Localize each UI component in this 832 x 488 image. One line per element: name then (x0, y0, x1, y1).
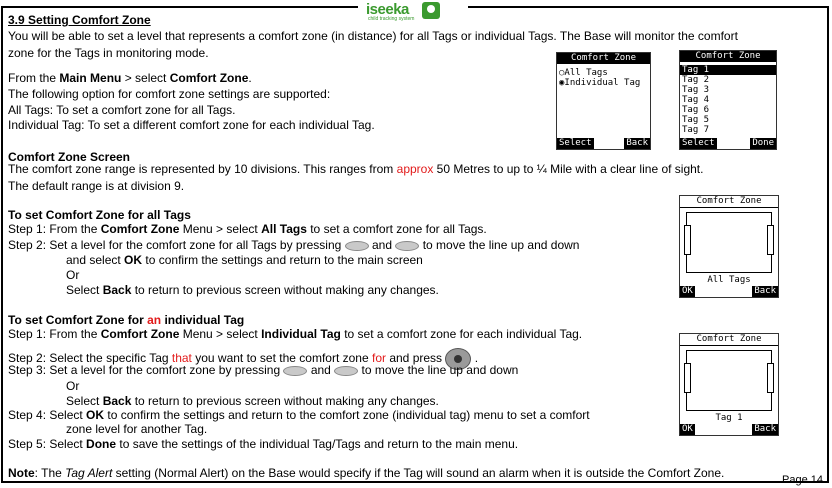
list-item: Tag 4 (682, 95, 710, 105)
brand-logo (358, 0, 468, 24)
down-key-icon (334, 366, 358, 376)
ind-step-3-or: Or (66, 379, 80, 393)
all-tags-line: All Tags: To set a comfort zone for all Tags. (8, 103, 236, 117)
all-step-2-confirm: and select OK to confirm the settings and return to the main screen (66, 253, 423, 267)
list-item: Tag 6 (682, 105, 710, 115)
note-line: Note: The Tag Alert setting (Normal Alert) on the Base would specify if the Tag will sound an alarm when it is outside the Comfort Zone. (8, 466, 725, 480)
screen-title: Comfort Zone (680, 196, 778, 208)
intro-line-1: You will be able to set a level that represents a comfort zone (in distance) for all Tags or individual Tags. The Base will monitor the comfort (8, 29, 738, 43)
from-main-menu-line: From the Main Menu > select Comfort Zone. (8, 71, 252, 85)
list-item: Tag 5 (682, 115, 710, 125)
all-tags-heading: To set Comfort Zone for all Tags (8, 208, 191, 222)
tag-list-screen (679, 50, 777, 150)
screen-title: Comfort Zone (680, 334, 778, 346)
screen-title: Comfort Zone (557, 53, 650, 64)
zone-level-box (686, 350, 772, 411)
all-step-1: Step 1: From the Comfort Zone Menu > select All Tags to set a comfort zone for all Tags. (8, 222, 487, 236)
softkey-ok: OK (682, 286, 693, 296)
individual-tag-level-screen (679, 333, 779, 436)
list-item: Tag 3 (682, 85, 710, 95)
up-key-icon (283, 366, 307, 376)
ind-step-3-back: Select Back to return to previous screen without making any changes. (66, 394, 439, 408)
ind-step-3: Step 3: Set a level for the comfort zone by pressing and to move the line up and down (8, 363, 519, 377)
all-step-2-back: Select Back to return to previous screen without making any changes. (66, 283, 439, 297)
family-icon (422, 2, 440, 19)
softkey-ok: OK (682, 424, 693, 434)
ind-step-1: Step 1: From the Comfort Zone Menu > select Individual Tag to set a comfort zone for each individual Tag. (8, 327, 583, 341)
ind-step-2: Step 2: Select the specific Tag that you want to set the comfort zone for and press . (8, 348, 478, 370)
intro-line-2: zone for the Tags in monitoring mode. (8, 46, 209, 60)
all-step-2-or: Or (66, 268, 80, 282)
range-line: The comfort zone range is represented by 10 divisions. This ranges from approx 50 Metres to up to ¼ Mile with a clear line of sight. (8, 162, 704, 176)
option-all-tags: ○All Tags (559, 68, 608, 78)
section-title: 3.9 Setting Comfort Zone (8, 13, 151, 27)
list-item: Tag 7 (682, 125, 710, 135)
logo-tagline: child tracking system (368, 16, 415, 22)
list-item: Tag 2 (682, 75, 710, 85)
softkey-select: Select (682, 138, 715, 148)
softkey-back: Back (754, 424, 776, 434)
individual-heading: To set Comfort Zone for an individual Tag (8, 313, 245, 327)
zone-level-box (686, 212, 772, 273)
ind-step-4: Step 4: Select OK to confirm the settings and return to the comfort zone (individual tag) menu to set a comfort (8, 408, 590, 422)
screen-caption: Tag 1 (715, 413, 743, 423)
comfort-zone-menu-screen (556, 52, 651, 150)
softkey-select: Select (559, 138, 592, 148)
default-range-line: The default range is at division 9. (8, 179, 185, 193)
screen-title: Comfort Zone (680, 51, 776, 62)
option-individual-tag: ◉Individual Tag (559, 78, 641, 88)
all-tags-level-screen (679, 195, 779, 298)
individual-tag-line: Individual Tag: To set a different comfort zone for each individual Tag. (8, 118, 375, 132)
page-number: Page 14 (782, 474, 823, 486)
all-step-2: Step 2: Set a level for the comfort zone for all Tags by pressing and to move the line up and down (8, 238, 580, 252)
ind-step-4-cont: zone level for another Tag. (66, 422, 208, 436)
down-key-icon (395, 241, 419, 251)
screen-heading: Comfort Zone Screen (8, 150, 131, 164)
softkey-done: Done (752, 138, 774, 148)
up-key-icon (345, 241, 369, 251)
softkey-back: Back (754, 286, 776, 296)
options-line: The following option for comfort zone settings are supported: (8, 87, 331, 101)
list-item: Tag 1 (680, 65, 776, 75)
ind-step-5: Step 5: Select Done to save the settings of the individual Tag/Tags and return to the main menu. (8, 437, 519, 451)
screen-caption: All Tags (707, 275, 751, 285)
softkey-back: Back (626, 138, 648, 148)
logo-text: iseeka (366, 1, 409, 18)
